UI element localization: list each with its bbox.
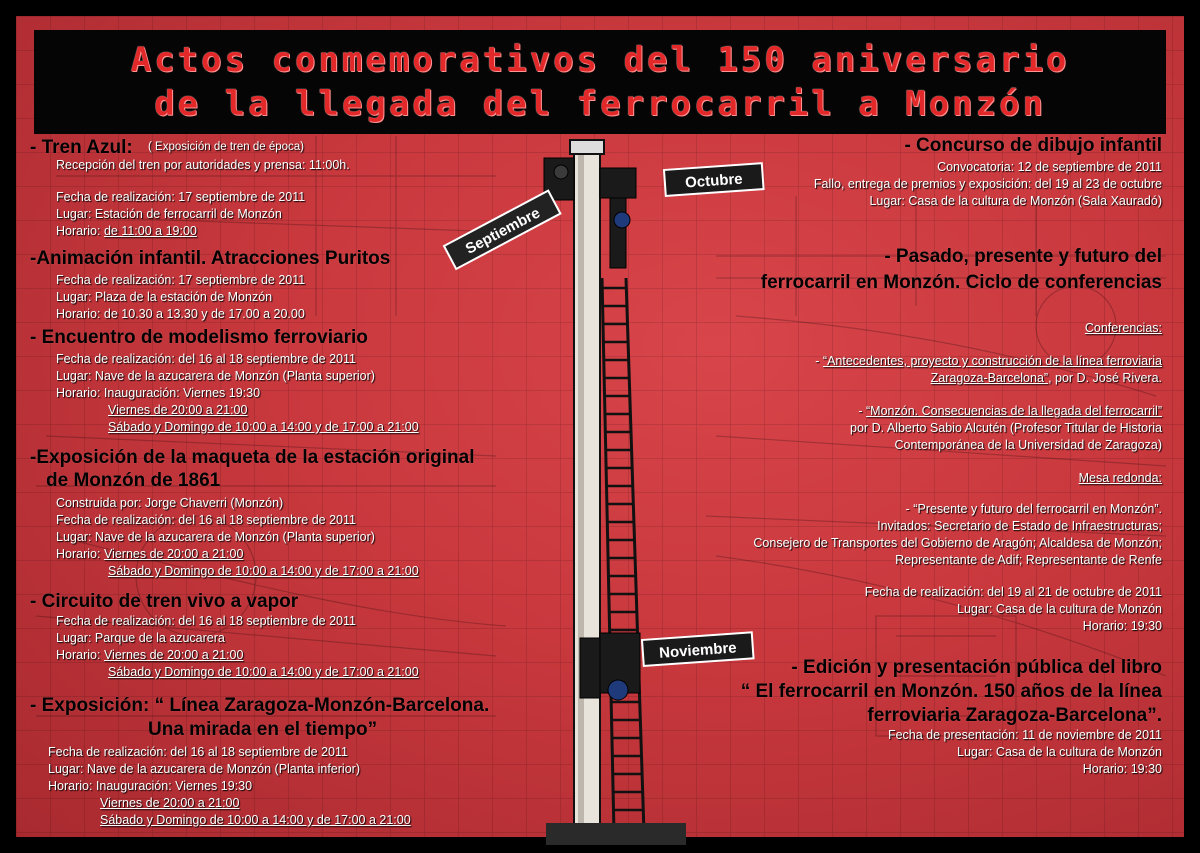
mesa-redonda-label: Mesa redonda: bbox=[1078, 471, 1162, 485]
circuito-lugar: Lugar: Parque de la azucarera bbox=[56, 631, 225, 645]
modelismo-heading: - Encuentro de modelismo ferroviario bbox=[30, 327, 368, 348]
circuito-heading: - Circuito de tren vivo a vapor bbox=[30, 591, 299, 612]
circuito-fecha: Fecha de realización: del 16 al 18 septiembre de 2011 bbox=[56, 614, 356, 628]
pasado-fecha: Fecha de realización: del 19 al 21 de octubre de 2011 bbox=[864, 585, 1162, 599]
tren-azul-horario: Horario: de 11:00 a 19:00 bbox=[56, 224, 197, 238]
mesa-invitados-2: Consejero de Transportes del Gobierno de Aragón; Alcaldesa de Monzón; bbox=[753, 536, 1162, 550]
maqueta-horario-2: Sábado y Domingo de 10:00 a 14:00 y de 17:00 a 21:00 bbox=[108, 564, 419, 578]
pasado-heading-2: ferrocarril en Monzón. Ciclo de conferencias bbox=[760, 272, 1162, 293]
pasado-horario: Horario: 19:30 bbox=[1082, 619, 1162, 633]
mesa-invitados-1: Invitados: Secretario de Estado de Infraestructuras; bbox=[877, 519, 1162, 533]
tren-azul-reception: Recepción del tren por autoridades y prensa: 11:00h. bbox=[56, 158, 350, 172]
conferencia-2-title: - “Monzón. Consecuencias de la llegada del ferrocarril” bbox=[858, 404, 1162, 418]
libro-heading-1: - Edición y presentación pública del libro bbox=[791, 657, 1162, 678]
mesa-title: - “Presente y futuro del ferrocarril en Monzón”. bbox=[905, 502, 1162, 516]
animacion-fecha: Fecha de realización: 17 septiembre de 2011 bbox=[56, 273, 306, 287]
sign-november-label: Noviembre bbox=[658, 639, 738, 662]
conferencia-1-by: Zaragoza-Barcelona”, por D. José Rivera. bbox=[930, 371, 1162, 385]
animacion-heading: -Animación infantil. Atracciones Puritos bbox=[30, 248, 391, 269]
maqueta-construida: Construida por: Jorge Chaverri (Monzón) bbox=[56, 496, 284, 510]
maqueta-fecha: Fecha de realización: del 16 al 18 septiembre de 2011 bbox=[56, 513, 356, 527]
dibujo-convocatoria: Convocatoria: 12 de septiembre de 2011 bbox=[937, 160, 1162, 174]
title-banner bbox=[34, 30, 1166, 134]
libro-lugar: Lugar: Casa de la cultura de Monzón bbox=[957, 745, 1162, 759]
tren-azul-heading: - Tren Azul: bbox=[30, 137, 133, 158]
sign-september-label: Septiembre bbox=[462, 204, 543, 258]
signal-pole bbox=[574, 148, 600, 838]
exposicion-heading-2: Una mirada en el tiempo” bbox=[148, 719, 378, 740]
exposicion-horario-2: Viernes de 20:00 a 21:00 bbox=[100, 796, 240, 810]
libro-horario: Horario: 19:30 bbox=[1082, 762, 1162, 776]
sign-november bbox=[642, 632, 754, 666]
dibujo-heading: - Concurso de dibujo infantil bbox=[904, 135, 1162, 156]
libro-fecha: Fecha de presentación: 11 de noviembre de 2011 bbox=[887, 728, 1162, 742]
maqueta-heading-1: -Exposición de la maqueta de la estación original bbox=[30, 447, 475, 468]
conferencia-2-by-2: Contemporánea de la Universidad de Zaragoza) bbox=[894, 438, 1162, 452]
modelismo-horario-3: Sábado y Domingo de 10:00 a 14:00 y de 17:00 a 21:00 bbox=[108, 420, 419, 434]
pole-cap bbox=[570, 140, 604, 154]
exposicion-lugar: Lugar: Nave de la azucarera de Monzón (Planta inferior) bbox=[48, 762, 360, 776]
libro-heading-3: ferroviaria Zaragoza-Barcelona”. bbox=[867, 705, 1162, 726]
pasado-lugar: Lugar: Casa de la cultura de Monzón bbox=[957, 602, 1162, 616]
pasado-heading-1: - Pasado, presente y futuro del bbox=[884, 246, 1162, 267]
tren-azul-lugar: Lugar: Estación de ferrocarril de Monzón bbox=[56, 207, 282, 221]
railway-signal-illustration bbox=[462, 128, 786, 849]
exposicion-horario-3: Sábado y Domingo de 10:00 a 14:00 y de 17:00 a 21:00 bbox=[100, 813, 411, 827]
modelismo-horario-2: Viernes de 20:00 a 21:00 bbox=[108, 403, 248, 417]
libro-heading-2: “ El ferrocarril en Monzón. 150 años de la línea bbox=[740, 681, 1162, 702]
circuito-horario: Horario: Viernes de 20:00 a 21:00 bbox=[56, 648, 244, 662]
exposicion-heading-1: - Exposición: “ Línea Zaragoza-Monzón-Barcelona. bbox=[30, 695, 490, 716]
conferencia-2-by: por D. Alberto Sabio Alcutén (Profesor Titular de Historia bbox=[850, 421, 1162, 435]
exposicion-horario: Horario: Inauguración: Viernes 19:30 bbox=[48, 779, 253, 793]
exposicion-fecha: Fecha de realización: del 16 al 18 septiembre de 2011 bbox=[48, 745, 348, 759]
title-line-1: Actos conmemorativos del 150 aniversario bbox=[130, 40, 1070, 80]
conferencias-label: Conferencias: bbox=[1084, 321, 1162, 335]
modelismo-lugar: Lugar: Nave de la azucarera de Monzón (Planta superior) bbox=[56, 369, 375, 383]
sign-october bbox=[664, 163, 764, 196]
dibujo-fallo: Fallo, entrega de premios y exposición: del 19 al 23 de octubre bbox=[813, 177, 1162, 191]
tren-azul-fecha: Fecha de realización: 17 septiembre de 2011 bbox=[56, 190, 306, 204]
maqueta-lugar: Lugar: Nave de la azucarera de Monzón (Planta superior) bbox=[56, 530, 375, 544]
maqueta-horario: Horario: Viernes de 20:00 a 21:00 bbox=[56, 547, 244, 561]
dibujo-lugar: Lugar: Casa de la cultura de Monzón (Sala Xauradó) bbox=[869, 194, 1162, 208]
signal-base bbox=[546, 823, 686, 845]
modelismo-horario: Horario: Inauguración: Viernes 19:30 bbox=[56, 386, 261, 400]
tren-azul-note: ( Exposición de tren de época) bbox=[148, 141, 304, 153]
poster bbox=[16, 16, 1184, 837]
animacion-horario: Horario: de 10.30 a 13.30 y de 17.00 a 20.00 bbox=[56, 307, 305, 321]
maqueta-heading-2: de Monzón de 1861 bbox=[46, 470, 221, 491]
modelismo-fecha: Fecha de realización: del 16 al 18 septiembre de 2011 bbox=[56, 352, 356, 366]
conferencia-1-title: - “Antecedentes, proyecto y construcción de la línea ferroviaria bbox=[815, 354, 1162, 368]
title-line-2: de la llegada del ferrocarril a Monzón bbox=[154, 84, 1046, 124]
mesa-invitados-3: Representante de Adif; Representante de Renfe bbox=[895, 553, 1162, 567]
animacion-lugar: Lugar: Plaza de la estación de Monzón bbox=[56, 290, 273, 304]
sign-october-label: Octubre bbox=[684, 170, 744, 192]
circuito-horario-2: Sábado y Domingo de 10:00 a 14:00 y de 17:00 a 21:00 bbox=[108, 665, 419, 679]
